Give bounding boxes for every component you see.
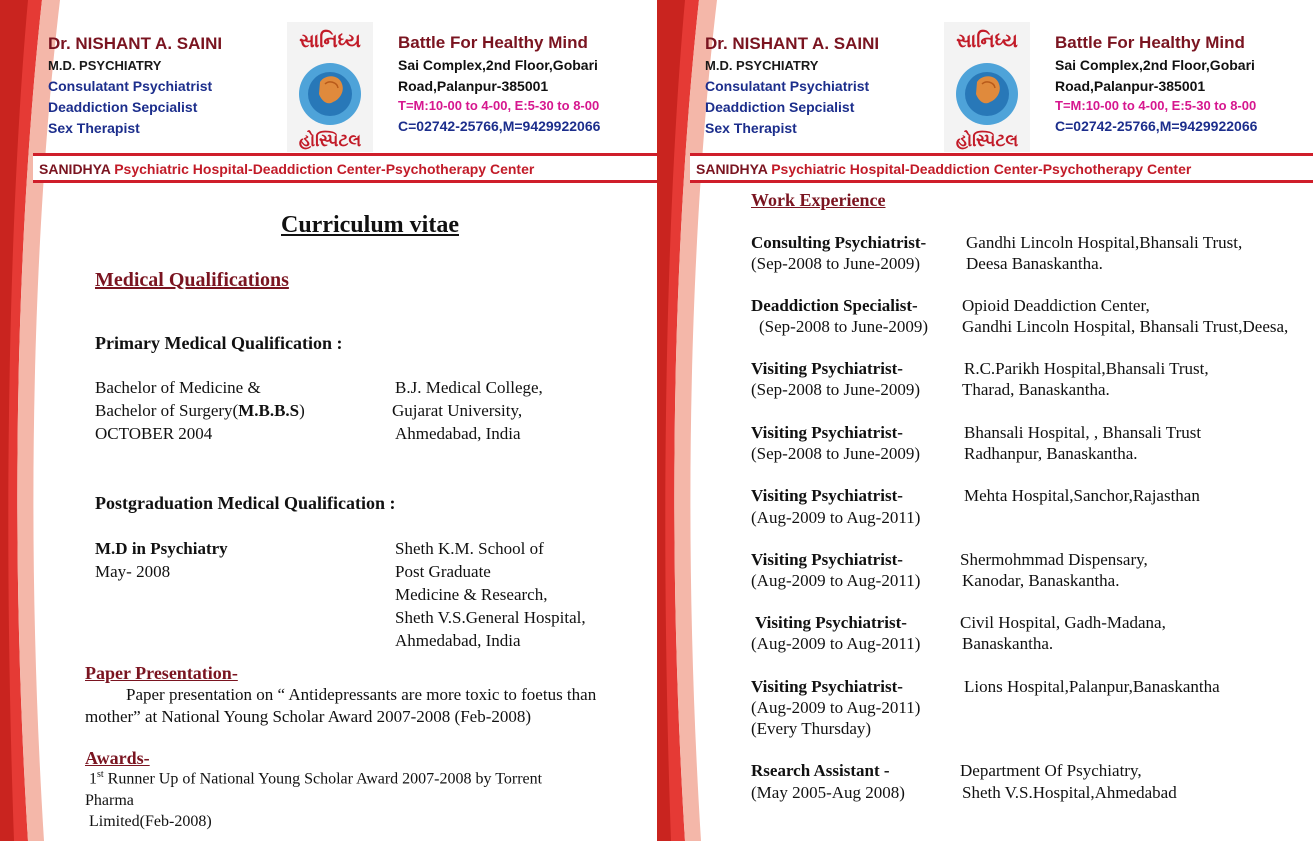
- work-place: Radhanpur, Banaskantha.: [964, 444, 1138, 463]
- section-heading-work-experience: Work Experience: [751, 190, 886, 210]
- contact-text: C=02742-25766,M=9429922066: [398, 118, 601, 134]
- work-place: Kanodar, Banaskantha.: [962, 571, 1120, 590]
- work-place: Sheth V.S.Hospital,Ahmedabad: [962, 783, 1177, 802]
- work-place: Department Of Psychiatry,: [960, 761, 1142, 780]
- address-line: Road,Palanpur-385001: [398, 78, 549, 94]
- logo-text-bottom: હોસ્પિટલ: [298, 131, 362, 151]
- doctor-role: Consulatant Psychiatrist: [705, 78, 870, 94]
- hospital-logo: [944, 22, 1030, 152]
- hospital-banner-text: [39, 161, 534, 177]
- section-heading-paper-presentation: Paper Presentation-: [85, 663, 238, 683]
- work-period: (Aug-2009 to Aug-2011): [751, 508, 921, 527]
- institution-line: Gujarat University,: [392, 401, 523, 420]
- work-role: Visiting Psychiatrist-: [751, 423, 903, 442]
- institution-line: Ahmedabad, India: [395, 631, 521, 650]
- doctor-name: Dr. NISHANT A. SAINI: [48, 34, 223, 53]
- doctor-degree: M.D. PSYCHIATRY: [705, 58, 819, 73]
- hospital-banner: [33, 153, 657, 183]
- doctor-role: Deaddiction Sepcialist: [48, 99, 198, 115]
- work-place: Shermohmmad Dispensary,: [960, 550, 1148, 569]
- work-period: (Sep-2008 to June-2009): [751, 380, 921, 399]
- institution-line: B.J. Medical College,: [395, 378, 543, 397]
- work-place: Tharad, Banaskantha.: [962, 380, 1110, 399]
- qualification-line: Bachelor of Medicine &: [95, 378, 261, 397]
- work-place: Banaskantha.: [962, 634, 1054, 653]
- institution-line: Ahmedabad, India: [395, 424, 521, 443]
- work-role: Consulting Psychiatrist-: [751, 233, 927, 252]
- paper-text: Paper presentation on “ Antidepressants are more toxic to foetus than: [126, 685, 597, 704]
- hospital-banner-rest: Psychiatric Hospital-Deaddiction Center-Psychotherapy Center: [110, 161, 535, 177]
- work-period: (May 2005-Aug 2008): [751, 783, 905, 802]
- institution-line: Medicine & Research,: [395, 585, 548, 604]
- work-period: (Sep-2008 to June-2009): [759, 317, 929, 336]
- work-role: Visiting Psychiatrist-: [751, 486, 903, 505]
- address-line: Sai Complex,2nd Floor,Gobari: [398, 57, 598, 73]
- tagline: Battle For Healthy Mind: [398, 33, 588, 52]
- hospital-banner-name: SANIDHYA: [696, 161, 768, 177]
- doctor-name: Dr. NISHANT A. SAINI: [705, 34, 880, 53]
- cv-title: Curriculum vitae: [281, 212, 459, 238]
- mbbs-degree: M.B.B.S: [238, 401, 300, 420]
- primary-qualification-heading: Primary Medical Qualification :: [95, 333, 343, 353]
- award-rank: 1: [89, 770, 97, 788]
- qualification-text: Bachelor of Surgery(: [95, 401, 239, 420]
- address-line: Road,Palanpur-385001: [1055, 78, 1206, 94]
- work-note: (Every Thursday): [751, 719, 872, 738]
- work-place: Opioid Deaddiction Center,: [962, 296, 1150, 315]
- award-rank-suffix: st: [97, 769, 104, 780]
- hospital-logo: [287, 22, 373, 152]
- logo-text-bottom: હોસ્પિટલ: [955, 131, 1019, 151]
- timing-text: T=M:10-00 to 4-00, E:5-30 to 8-00: [398, 98, 600, 113]
- hospital-banner-name: SANIDHYA: [39, 161, 111, 177]
- work-place: R.C.Parikh Hospital,Bhansali Trust,: [964, 359, 1209, 378]
- work-role: Visiting Psychiatrist-: [751, 359, 903, 378]
- work-place: Lions Hospital,Palanpur,Banaskantha: [964, 677, 1220, 696]
- hospital-banner-rest: Psychiatric Hospital-Deaddiction Center-Psychotherapy Center: [767, 161, 1192, 177]
- logo-text-top: સાનિધ્ય: [299, 30, 361, 52]
- work-period: (Sep-2008 to June-2009): [751, 444, 921, 463]
- doctor-role: Sex Therapist: [48, 120, 140, 136]
- award-line: Runner Up of National Young Scholar Award 2007-2008 by Torrent: [103, 770, 543, 788]
- work-role: Visiting Psychiatrist-: [751, 550, 903, 569]
- section-heading-awards: Awards-: [85, 748, 150, 768]
- work-place: Gandhi Lincoln Hospital, Bhansali Trust,Deesa,: [962, 317, 1289, 336]
- contact-text: C=02742-25766,M=9429922066: [1055, 118, 1258, 134]
- cv-page-right: [657, 0, 1313, 841]
- institution-line: Sheth V.S.General Hospital,: [395, 608, 586, 627]
- pg-qualification-heading: Postgraduation Medical Qualification :: [95, 493, 396, 513]
- qualification-date: OCTOBER 2004: [95, 424, 213, 443]
- award-text: Pharma: [85, 792, 134, 809]
- work-place: Bhansali Hospital, , Bhansali Trust: [964, 423, 1202, 442]
- hospital-banner: [690, 153, 1313, 183]
- qualification-text: ): [299, 401, 305, 420]
- institution-line: Sheth K.M. School of: [395, 539, 544, 558]
- address-line: Sai Complex,2nd Floor,Gobari: [1055, 57, 1255, 73]
- work-place: Civil Hospital, Gadh-Madana,: [960, 613, 1166, 632]
- hospital-banner-text: [696, 161, 1191, 177]
- institution-line: Post Graduate: [395, 562, 491, 581]
- work-role: Visiting Psychiatrist-: [755, 613, 907, 632]
- doctor-role: Consulatant Psychiatrist: [48, 78, 213, 94]
- work-place: Gandhi Lincoln Hospital,Bhansali Trust,: [966, 233, 1243, 252]
- work-period: (Aug-2009 to Aug-2011): [751, 698, 921, 717]
- award-text: [89, 769, 542, 788]
- tagline: Battle For Healthy Mind: [1055, 33, 1245, 52]
- award-text: Limited(Feb-2008): [89, 813, 212, 830]
- work-place: Mehta Hospital,Sanchor,Rajasthan: [964, 486, 1200, 505]
- work-role: Deaddiction Specialist-: [751, 296, 918, 315]
- work-period: (Sep-2008 to June-2009): [751, 254, 921, 273]
- pg-date: May- 2008: [95, 562, 171, 581]
- timing-text: T=M:10-00 to 4-00, E:5-30 to 8-00: [1055, 98, 1257, 113]
- doctor-degree: M.D. PSYCHIATRY: [48, 58, 162, 73]
- paper-text: mother” at National Young Scholar Award 2007-2008 (Feb-2008): [85, 707, 532, 726]
- logo-text-top: સાનિધ્ય: [956, 30, 1018, 52]
- section-heading-medical-qualifications: Medical Qualifications: [95, 269, 289, 291]
- doctor-role: Deaddiction Sepcialist: [705, 99, 855, 115]
- work-role: Rsearch Assistant -: [751, 761, 890, 780]
- pg-degree: M.D in Psychiatry: [95, 539, 228, 558]
- qualification-line: [95, 401, 305, 421]
- work-place: Deesa Banaskantha.: [966, 254, 1103, 273]
- work-role: Visiting Psychiatrist-: [751, 677, 903, 696]
- work-period: (Aug-2009 to Aug-2011): [751, 571, 921, 590]
- work-period: (Aug-2009 to Aug-2011): [751, 634, 921, 653]
- doctor-role: Sex Therapist: [705, 120, 797, 136]
